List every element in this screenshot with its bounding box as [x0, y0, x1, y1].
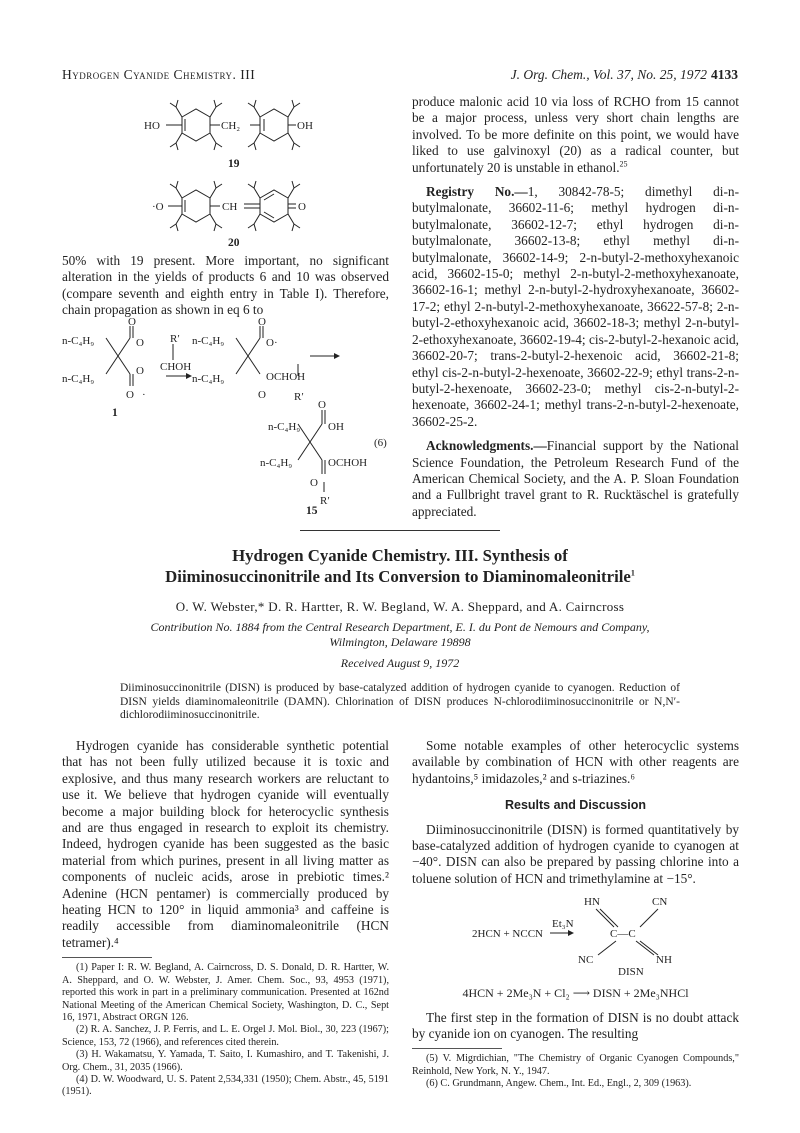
svg-text:CHOH: CHOH [160, 361, 192, 373]
svg-text:O: O [298, 201, 306, 213]
galvinoxyl-paragraph: produce malonic acid 10 via loss of RCHO from 15 cannot be a major process, unless very short chain lengths are involved. To be more definite on this point, we would have liked to use galvinoxyl (20) as a radical counter, but unfortunately 20 is unstable in ethanol.$^{25}$ [412, 94, 739, 175]
svg-text:n-C₄H₉: n-C₄H₉ [260, 457, 293, 469]
svg-text:CH: CH [222, 201, 238, 213]
svg-text:HO: HO [144, 120, 160, 132]
svg-text:R′: R′ [294, 391, 304, 403]
abstract: Diiminosuccinonitrile (DISN) is produced by base-catalyzed addition of hydrogen cyanide to cyanogen. Reduction of DISN yields diaminomaleonitrile (DAMN). Chlorination of DISN produces N-chlorodiiminosuccinonitrile or N,N′-dichlorodiiminosuccinonitrile. [120, 682, 680, 721]
footnote-4: (4) D. W. Woodward, U. S. Patent 2,534,331 (1950); Chem. Abstr., 45, 5191 (1951). [62, 1073, 389, 1098]
mechanism-paragraph: The first step in the formation of DISN is no doubt attack by cyanide ion on cyanogen. The resulting [412, 1009, 739, 1042]
svg-text:O: O [128, 316, 136, 328]
svg-text:O: O [136, 337, 144, 349]
svg-text:O: O [318, 399, 326, 411]
section-heading: Results and Discussion [504, 798, 646, 813]
acknowledgments: Acknowledgments.—Financial support by the National Science Foundation, the Petroleum Research Fund of the American Chemical Society, and the A. P. Sloan Foundation and a Fullbright travel grant to R. Rucktäschel is gratefully appreciated. [412, 438, 739, 519]
footnote-6: (6) C. Grundmann, Angew. Chem., Int. Ed., Engl., 2, 309 (1963). [426, 1078, 692, 1090]
introduction-paragraph: Hydrogen cyanide has considerable synthetic potential that has not been fully utilized because it is toxic and explosive, and thus many research workers are reluctant to use it. We believe that hydrogen cyanide will eventually become a major building block for heterocyclic synthesis and are thus engaged in research to exploit its chemistry. Indeed, hydrogen cyanide has been suggested as the basic material from which purines, present in all living matter as components of nucleic acids, arose in prebiotic times.² Adenine (HCN pentamer) is commercially produced by heating HCN to 120° in liquid ammonia³ and caffeine is readily accessible from diaminomaleonitrile (HCN tetramer).⁴ [62, 738, 389, 950]
svg-text:OCHOH: OCHOH [328, 457, 368, 469]
svg-text:OH: OH [297, 120, 313, 132]
article-title: Hydrogen Cyanide Chemistry. III. Synthesis of Diiminosuccinonitrile and Its Conversion to Diaminomaleonitrile$^1$ [165, 546, 635, 586]
svg-text:CN: CN [652, 896, 668, 909]
journal-citation [511, 67, 738, 83]
svg-text:O: O [258, 389, 266, 401]
svg-text:n-C₄H₉: n-C₄H₉ [192, 335, 225, 347]
contribution-affiliation: Contribution No. 1884 from the Central Research Department, E. I. du Pont de Nemours and Company, Wilmington, Delaware 19898 [150, 620, 650, 649]
running-title: Hydrogen Cyanide Chemistry. III [62, 67, 256, 82]
right-column-top [412, 94, 739, 520]
footnote-rule-right [412, 1048, 502, 1049]
structure-20 [120, 176, 370, 252]
left-column-top [62, 253, 389, 319]
svg-text:CH₂: CH₂ [221, 120, 241, 132]
svg-text:·O: ·O [152, 201, 164, 213]
svg-text:O·: O· [266, 337, 278, 349]
article-authors: O. W. Webster,* D. R. Hartter, R. W. Begland, W. A. Sheppard, and A. Cairncross [175, 599, 625, 614]
svg-text:NC: NC [578, 954, 594, 967]
structure-19 [120, 95, 370, 175]
svg-text:R′: R′ [320, 495, 330, 507]
label-19: 19 [228, 158, 240, 170]
svg-text:O: O [136, 365, 144, 377]
svg-text:n-C₄H₉: n-C₄H₉ [192, 373, 225, 385]
svg-text:O: O [258, 316, 266, 328]
eq-number-6: (6) [374, 437, 387, 449]
footnotes-left [62, 962, 389, 1098]
svg-text:DISN: DISN [618, 966, 644, 979]
page-number: 4133 [711, 67, 738, 82]
heterocycles-paragraph: Some notable examples of other heterocyclic systems available by combination of HCN with other reagents are hydantoins,⁵ imidazoles,² and s-triazines.⁶ [412, 738, 739, 786]
svg-text:R′: R′ [170, 333, 180, 345]
section-rule [300, 530, 500, 531]
footnote-3: (3) H. Wakamatsu, Y. Yamada, T. Saito, I. Kumashiro, and T. Takenishi, J. Org. Chem., 31, 2035 (1966). [62, 1049, 389, 1073]
svg-text:n-C₄H₉: n-C₄H₉ [62, 373, 95, 385]
svg-text:NH: NH [656, 954, 672, 967]
svg-text:n-C₄H₉: n-C₄H₉ [268, 421, 301, 433]
svg-text:·: · [142, 389, 146, 401]
footnote-2: (2) R. A. Sanchez, J. P. Ferris, and L. E. Orgel J. Mol. Biol., 30, 223 (1967); Science, 153, 72 (1966), and references cited therein. [62, 1024, 389, 1048]
svg-text:2HCN + NCCN: 2HCN + NCCN [472, 928, 543, 941]
chlorine-equation: 4HCN + 2Me₃N + Cl₂ ⟶ DISN + 2Me₃NHCl [462, 986, 689, 1001]
svg-text:n-C₄H₉: n-C₄H₉ [62, 335, 95, 347]
footnote-1: (1) Paper I: R. W. Begland, A. Cairncross, D. S. Donald, D. R. Hartter, W. A. Sheppard, and O. W. Webster, J. Amer. Chem. Soc., 93, 4953 (1971), reported this work in part in a preliminary communication. Presented at 162nd National Meeting of the American Chemical Society, Washington, D. C., Sept 16, 1971, Abstract ORGN 126. [62, 962, 389, 1023]
svg-text:OCHOH: OCHOH [266, 371, 306, 383]
disn-equations [412, 891, 739, 983]
label-15: 15 [306, 505, 318, 516]
registry-numbers: Registry No.—1, 30842-78-5; dimethyl di-n-butylmalonate, 36602-11-6; methyl hydrogen di-n-butylmalonate, 36602-12-7; ethyl hydrogen di-n-butylmalonate, 36602-13-8; ethyl methyl di-n-butylmalonate, 36602-14-9; 2-n-butyl-2-methoxyhexanoic acid, 36602-15-0; methyl 2-n-butyl-2-methoxyhexanoate, 36602-16-1; methyl 2-n-butyl-2-hydroxyhexanoate, 36602-17-2; ethyl 2-n-butyl-2-methoxyhexanoate, 36622-57-8; 2-n-butyl-2-ethoxyhexanoic acid, 36602-18-3; methyl 2-n-butyl-2-ethoxyhexanoate, 36602-19-4; cis-2-butyl-2-hexanoic acid, 36602-20-7; trans-2-butyl-2-hexenoic acid, 36602-21-8; ethyl cis-2-n-butyl-2-hexenoate, 36602-22-9; ethyl trans-2-n-butyl-2-hexenoate, 36602-23-0; methyl cis-2-n-butyl-2-hexenoate, 36602-24-1; methyl trans-2-n-butyl-2-hexenoate, 36602-25-2. [412, 184, 739, 429]
label-20: 20 [228, 237, 240, 249]
footnotes-right [412, 1053, 739, 1090]
svg-text:O: O [310, 477, 318, 489]
footnote-5: (5) V. Migrdichian, "The Chemistry of Organic Cyanogen Compounds," Reinhold, New York, N. Y., 1947. [412, 1053, 739, 1077]
continued-paragraph: 50% with 19 present. More important, no significant alteration in the yields of products 6 and 10 was observed (compare seventh and eighth entry in Table I). Therefore, chain propagation as shown in eq 6 to [62, 253, 389, 318]
footnote-rule [62, 957, 152, 958]
svg-text:OH: OH [328, 421, 344, 433]
svg-text:HN: HN [584, 896, 600, 909]
journal-name: J. Org. Chem., Vol. 37, No. 25, 1972 [510, 67, 707, 82]
right-column-body [412, 738, 739, 1091]
label-1: 1 [112, 407, 118, 419]
svg-text:O: O [126, 389, 134, 401]
left-column-body [62, 738, 389, 1099]
received-date: Received August 9, 1972 [340, 656, 460, 670]
disn-paragraph: Diiminosuccinonitrile (DISN) is formed quantitatively by base-catalyzed addition of hydrogen cyanide to cyanogen at −40°. DISN can also be prepared by passing chlorine into a toluene solution of HCN and trimethylamine at −15°. [412, 821, 739, 886]
svg-text:C—C: C—C [610, 928, 636, 941]
svg-text:Et₃N: Et₃N [552, 918, 574, 931]
reaction-equation-6 [62, 316, 392, 516]
